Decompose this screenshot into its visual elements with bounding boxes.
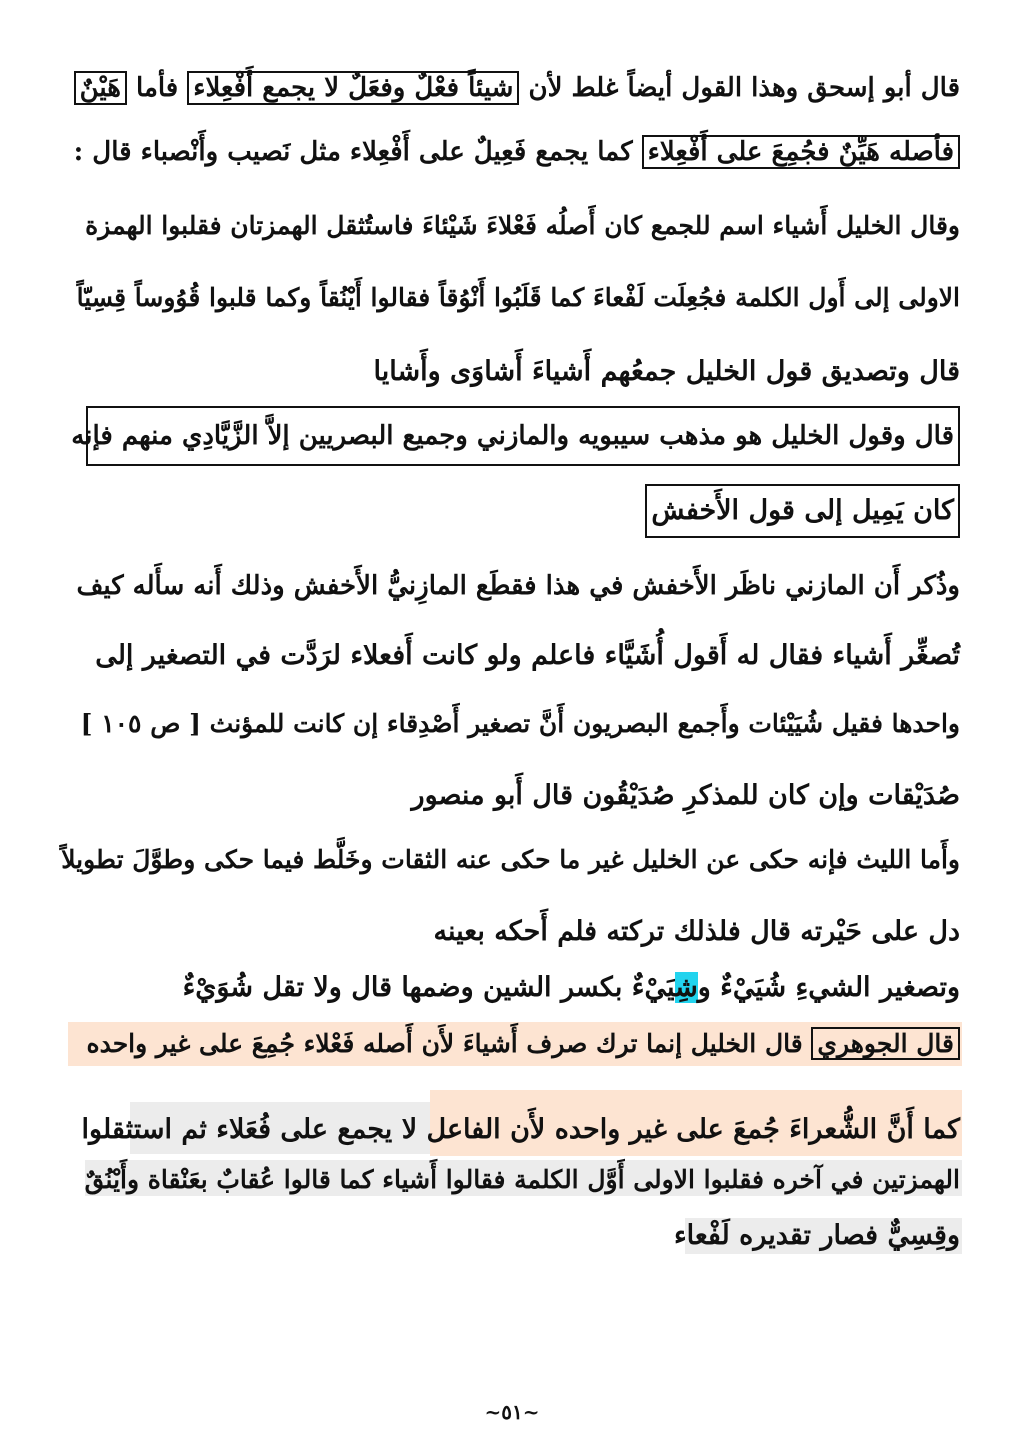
- text-line-8: وذُكر أَن المازني ناظَر الأَخفش في هذا فقطَع المازِنيُّ الأَخفش وذلك أَنه سأَله كيف: [76, 571, 960, 601]
- text-line-4: الاولى إلى أَول الكلمة فجُعِلَت لَفْعاءَ كما قَلَبُوا أَنْوُقاً فقالوا أَيْنُقاً وكما قلبوا قُوُوساً قِسِيّاً: [76, 283, 960, 312]
- text-line-15: [86, 1024, 960, 1064]
- text-line-13: دل على حَيْرته قال فلذلك تركته فلم أَحكه بعينه: [433, 916, 960, 947]
- text-line-3: وقال الخليل أَشياء اسم للجمع كان أَصلُه فَعْلاءَ شَيْئاءَ فاستُثقل الهمزتان فقلبوا الهمزة: [85, 211, 960, 240]
- page-number: ~٥١~: [484, 1400, 540, 1424]
- text-line-1: [74, 68, 960, 108]
- text-line-9: تُصغِّر أَشياء فقال له أَقول أُشَيَّاء فاعلم ولو كانت أَفعلاء لرَدَّت في التصغير إلى: [95, 640, 960, 671]
- text-line-16: [82, 1110, 960, 1150]
- text-segment: فأما: [126, 73, 188, 103]
- text-segment: يَيْءٌ بكسر الشين وضمها قال ولا تقل شُوَيْءٌ: [182, 972, 676, 1003]
- boxed-term: هَيْنٌ: [74, 71, 127, 105]
- text-segment: قال الخليل إنما ترك صرف أَشياءَ لأَن أَصله فَعْلاء جُمِعَ على غير واحده: [86, 1029, 812, 1058]
- text-segment: كما أَنَّ الشُّعراءَ جُمعَ على غير واحده لأَن الفاعل لا: [401, 1114, 960, 1145]
- text-line-5: قال وتصديق قول الخليل جمعُهم أَشياءَ أَشاوَى وأَشايا: [373, 356, 960, 387]
- boxed-term: فأصله هَيِّنٌ فجُمِعَ على أَفْعِلاء: [642, 135, 960, 169]
- text-line-18: وقِسِيٌّ فصار تقديره لَفْعاء: [673, 1220, 960, 1251]
- boxed-paragraph-line-2: كان يَمِيل إلى قول الأَخفش: [645, 484, 960, 538]
- text-segment: قال أبو إسحق وهذا القول أيضاً غلط لأن: [519, 73, 960, 103]
- text-line-12: وأَما الليث فإنه حكى عن الخليل غير ما حكى عنه الثقات وخَلَّط فيما حكى وطوَّلَ تطويلاً: [61, 845, 960, 874]
- text-segment: وتصغير الشيءِ شُيَيْءٌ و: [697, 972, 960, 1003]
- boxed-paragraph-line-1: قال وقول الخليل هو مذهب سيبويه والمازني وجميع البصريين إلاَّ الزَّيَّادِي منهم فإنه: [86, 406, 960, 466]
- text-line-17: الهمزتين في آخره فقلبوا الاولى أَوَّل الكلمة فقالوا أَشياء كما قالوا عُقابٌ بعَنْقاة وأَيْنُقٌ: [84, 1165, 960, 1194]
- boxed-term: قال الجوهري: [811, 1027, 960, 1060]
- text-segment: يجمع على فُعَلاء ثم استثقلوا: [81, 1114, 402, 1145]
- text-line-14: [183, 968, 960, 1008]
- highlighted-letter: شِ: [675, 972, 698, 1003]
- text-line-11: صُدَيْقات وإن كان للمذكرِ صُدَيْقُون قال أَبو منصور: [411, 780, 960, 811]
- text-line-2: [74, 132, 960, 172]
- boxed-term: شيئاً فعْلٌ وفعَلٌ لا يجمع أَفْعِلاء: [187, 71, 519, 105]
- text-segment: كما يجمع فَعِيلٌ على أَفْعِلاء مثل نَصيب وأَنْصباء قال :: [73, 137, 642, 167]
- text-line-10: واحدها فقيل شُيَيْئات وأَجمع البصريون أَنَّ تصغير أَصْدِقاء إن كانت للمؤنث [ ص ١٠٥ ]: [80, 709, 960, 738]
